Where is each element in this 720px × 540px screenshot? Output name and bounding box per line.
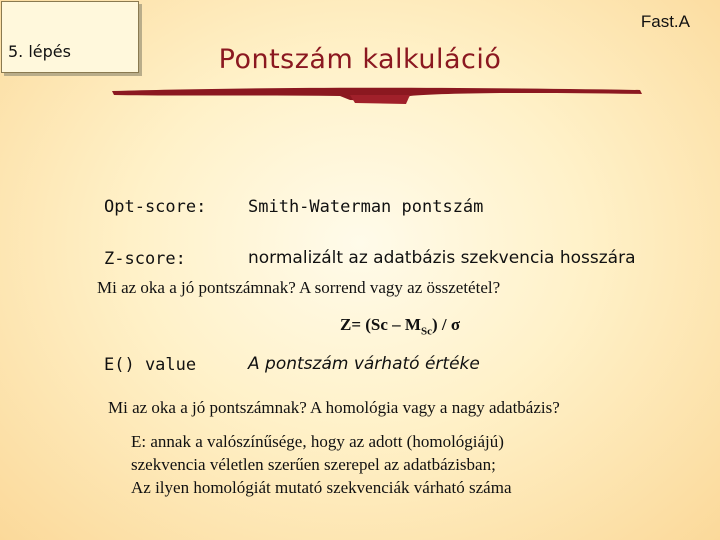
evalue-term: E() value	[104, 355, 197, 375]
evalue-definition: A pontszám várható értéke	[248, 354, 480, 374]
step-label: 5. lépés	[8, 42, 71, 61]
explanation-line-2: szekvencia véletlen szerűen szerepel az adatbázisban;	[131, 455, 496, 474]
z-score-definition: normalizált az adatbázis szekvencia hosszára	[248, 248, 636, 268]
z-formula-right: ) / σ	[431, 315, 461, 334]
z-score-term: Z-score:	[104, 249, 186, 269]
explanation-line-3: Az ilyen homológiát mutató szekvenciák várható száma	[131, 478, 512, 497]
z-formula-left: Z= (Sc – M	[340, 315, 421, 334]
explanation-line-1: E: annak a valószínűsége, hogy az adott (homológiájú)	[131, 432, 504, 451]
question-homology-database: Mi az oka a jó pontszámnak? A homológia vagy a nagy adatbázis?	[108, 398, 560, 417]
title-underline-stroke	[110, 82, 650, 108]
z-formula	[340, 315, 460, 337]
corner-label: Fast.A	[640, 12, 690, 31]
z-formula-subscript: Sc	[420, 325, 432, 338]
question-order-composition: Mi az oka a jó pontszámnak? A sorrend vagy az összetétel?	[97, 278, 501, 297]
slide-title	[0, 44, 720, 75]
opt-score-definition: Smith-Waterman pontszám	[248, 197, 484, 217]
opt-score-term: Opt-score:	[104, 197, 207, 217]
slide-title-text: Pontszám kalkuláció	[218, 44, 502, 75]
